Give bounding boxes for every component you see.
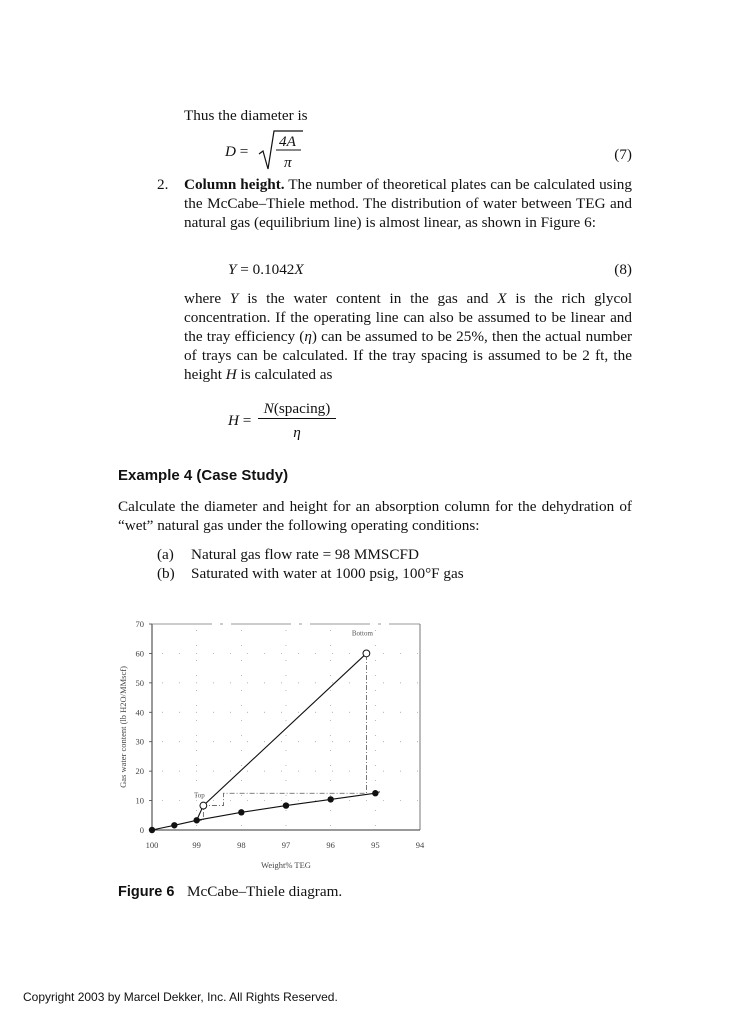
x-tick-label: 95 bbox=[371, 840, 380, 850]
eq7-numerator: 4A bbox=[279, 133, 296, 150]
equilibrium-point bbox=[372, 790, 378, 796]
example-item-a-text: Natural gas flow rate = 98 MMSCFD bbox=[191, 546, 419, 563]
top-point-marker bbox=[200, 802, 207, 809]
where-p1: where bbox=[184, 290, 222, 307]
y-tick-label: 20 bbox=[135, 766, 144, 777]
y-tick-label: 30 bbox=[135, 736, 144, 747]
item2-text: The number of theoretical plates can be calculated using the McCabe–Thiele method. The distribution of water between TEG and natural gas (equilibrium line) is almost linear, as shown in Figure 6: bbox=[184, 176, 632, 231]
x-tick-label: 99 bbox=[192, 840, 201, 850]
eqh-lhs: H bbox=[228, 412, 239, 429]
eqh-num-var: N bbox=[263, 400, 274, 417]
equilibrium-line bbox=[152, 792, 380, 830]
operating-line bbox=[197, 653, 367, 820]
eq7-number: (7) bbox=[614, 146, 632, 163]
example-heading: Example 4 (Case Study) bbox=[118, 467, 289, 484]
equation-h bbox=[228, 400, 348, 444]
y-tick-label: 40 bbox=[135, 707, 144, 718]
eq7-denominator: π bbox=[284, 154, 292, 171]
diameter-intro: Thus the diameter is bbox=[184, 107, 308, 124]
where-paragraph bbox=[184, 289, 632, 384]
where-h: H bbox=[225, 366, 237, 383]
bottom-annotation: Bottom bbox=[351, 629, 373, 638]
y-tick-label: 0 bbox=[139, 825, 144, 835]
equilibrium-point bbox=[238, 809, 244, 815]
y-tick-label: 70 bbox=[135, 619, 144, 629]
eqh-denominator: η bbox=[293, 424, 301, 441]
y-tick-label: 60 bbox=[135, 648, 144, 659]
top-annotation: Top bbox=[193, 791, 205, 800]
eq8-number: (8) bbox=[614, 261, 632, 278]
equilibrium-point bbox=[283, 802, 289, 808]
item2-marker: 2. bbox=[157, 176, 169, 193]
x-axis-label: Weight% TEG bbox=[261, 860, 311, 870]
where-p4: ) can be assumed to be 25%, then the actual number of trays can be calculated. If the tray spacing is assumed to be 2 ft, the height bbox=[184, 328, 633, 383]
eqh-num-rest: (spacing) bbox=[273, 400, 331, 417]
x-tick-label: 98 bbox=[237, 840, 246, 850]
bottom-point-marker bbox=[363, 650, 370, 657]
where-eta: η bbox=[304, 328, 312, 345]
stage-steps-line bbox=[197, 653, 367, 820]
x-tick-label: 100 bbox=[145, 840, 159, 850]
example-item-b-text: Saturated with water at 1000 psig, 100°F gas bbox=[191, 565, 464, 582]
equilibrium-point bbox=[327, 796, 333, 802]
equilibrium-point bbox=[171, 822, 177, 828]
x-tick-label: 94 bbox=[415, 840, 425, 850]
example-item-a-label: (a) bbox=[157, 546, 174, 563]
where-p3: is the rich glycol concentration. If the operating line can also be assumed to be linear and the tray efficiency ( bbox=[184, 290, 633, 345]
copyright: Copyright 2003 by Marcel Dekker, Inc. All Rights Reserved. bbox=[23, 990, 338, 1004]
example-text: Calculate the diameter and height for an absorption column for the dehydration of “wet” natural gas under the following operating conditions: bbox=[118, 498, 632, 534]
eq7-lhs: D bbox=[225, 143, 236, 160]
eq7-equals: = bbox=[239, 143, 249, 160]
figure-label: Figure 6 bbox=[118, 884, 175, 900]
y-tick-label: 50 bbox=[135, 677, 144, 688]
eq8-var: X bbox=[294, 261, 304, 278]
figure-caption-text: McCabe–Thiele diagram. bbox=[187, 883, 343, 900]
equilibrium-point bbox=[149, 827, 155, 833]
y-axis-label: Gas water content (lb H2O/MMscf) bbox=[118, 666, 128, 788]
item2-paragraph bbox=[184, 175, 632, 232]
equation-7 bbox=[225, 128, 632, 172]
eqh-equals: = bbox=[242, 412, 252, 429]
x-tick-label: 96 bbox=[326, 840, 335, 850]
mccabe-thiele-chart bbox=[112, 612, 434, 876]
where-p5: is calculated as bbox=[240, 366, 333, 383]
where-p2: is the water content in the gas and bbox=[247, 290, 489, 307]
equilibrium-point bbox=[193, 817, 199, 823]
example-item-b-label: (b) bbox=[157, 565, 175, 582]
eq8-lhs: Y bbox=[228, 261, 237, 278]
where-x: X bbox=[497, 290, 507, 307]
equation-8 bbox=[228, 260, 304, 279]
eq8-rhs: = 0.1042 bbox=[240, 261, 295, 278]
where-y: Y bbox=[229, 290, 239, 307]
figure-caption bbox=[118, 882, 342, 901]
item2-title: Column height. bbox=[184, 176, 285, 193]
y-tick-label: 10 bbox=[135, 795, 144, 806]
x-tick-label: 97 bbox=[281, 840, 291, 850]
